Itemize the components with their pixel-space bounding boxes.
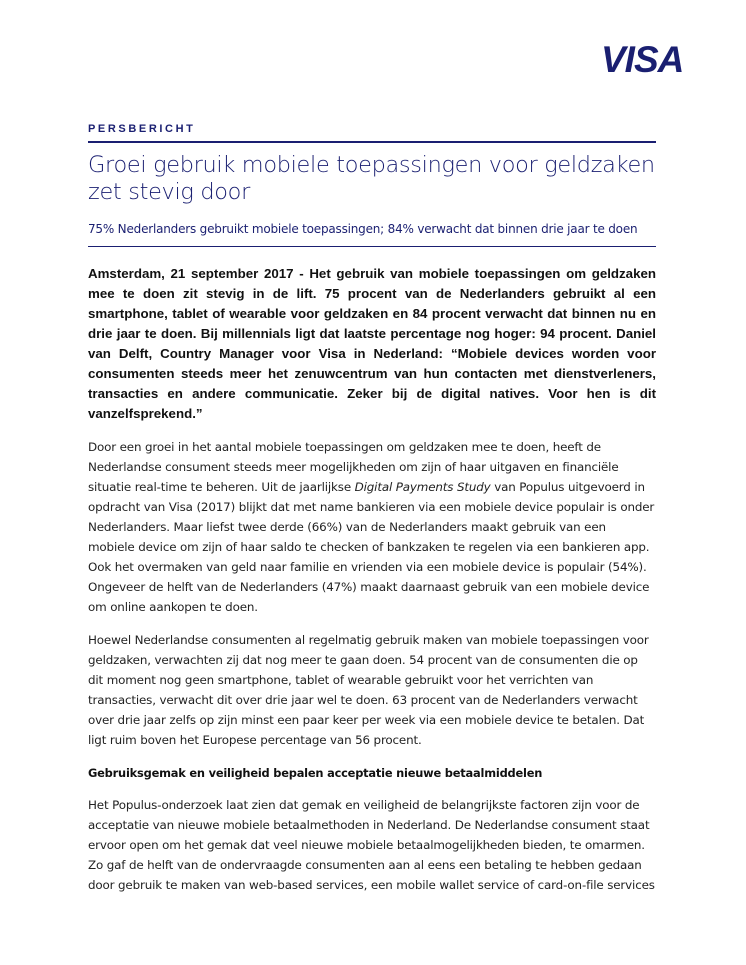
press-release — [88, 119, 656, 895]
page-subtitle: 75% Nederlanders gebruikt mobiele toepassingen; 84% verwacht dat binnen drie jaar te doen — [88, 221, 638, 236]
subtitle-divider — [88, 246, 656, 247]
document-label: PERSBERICHT — [88, 123, 196, 135]
header-divider — [88, 141, 656, 143]
paragraph-text: van Populus uitgevoerd in opdracht van Visa (2017) blijkt dat met name bankieren via een mobiele device populair is onder Nederlanders. Maar liefst twee derde (66%) van de Nederlanders maakt gebruik van een mobiele device om zijn of haar saldo te checken of bankzaken te regelen via een bankieren app. Ook het overmaken van geld naar familie en vrienden via een mobiele device is populair (54%). Ongeveer de helft van de Nederlanders (47%) maakt daarnaast gebruik van een mobiele device om online aankopen te doen. — [88, 479, 655, 614]
study-name: Digital Payments Study — [354, 479, 491, 494]
visa-logo: VISA — [601, 39, 684, 80]
body-paragraph-3: Het Populus-onderzoek laat zien dat gemak en veiligheid de belangrijkste factoren zijn voor de acceptatie van nieuwe mobiele betaalmethoden in Nederland. De Nederlandse consument staat ervoor open om het gemak dat veel nieuwe mobiele betaalmogelijkheden bieden, te omarmen. Zo gaf de helft van de ondervraagde consumenten aan al eens een betaling te hebben gedaan door gebruik te maken van web-based services, een mobile wallet service of card-on-file services — [88, 797, 655, 892]
body-paragraph-1 — [88, 437, 656, 617]
page-title: Groei gebruik mobiele toepassingen voor geldzaken zet stevig door — [88, 151, 655, 205]
paragraph-text: Door een groei in het aantal mobiele toepassingen om geldzaken mee te doen, heeft de Nederlandse consument steeds meer mogelijkheden om zijn of haar uitgaven en financiële situatie real-time te beheren. Uit de jaarlijkse — [88, 439, 619, 494]
body-paragraph-2: Hoewel Nederlandse consumenten al regelmatig gebruik maken van mobiele toepassingen voor geldzaken, verwachten zij dat nog meer te gaan doen. 54 procent van de consumenten die op dit moment nog geen smartphone, tablet of wearable gebruikt voor het verrichten van transacties, verwacht dit over drie jaar wel te doen. 63 procent van de Nederlanders verwacht over drie jaar zelfs op zijn minst een paar keer per week via een mobiele device te betalen. Dat ligt ruim boven het Europese percentage van 56 procent. — [88, 632, 649, 747]
section-heading: Gebruiksgemak en veiligheid bepalen acceptatie nieuwe betaalmiddelen — [88, 765, 543, 780]
lead-paragraph: Amsterdam, 21 september 2017 - Het gebruik van mobiele toepassingen om geldzaken mee te doen zit stevig in de lift. 75 procent van de Nederlanders gebruikt al een smartphone, tablet of wearable voor geldzaken en 84 procent verwacht dat binnen nu en drie jaar te doen. Bij millennials ligt dat laatste percentage nog hoger: 94 procent. Daniel van Delft, Country Manager voor Visa in Nederland: “Mobiele devices worden voor consumenten steeds meer het zenuwcentrum van hun contacten met dienstverleners, transacties en andere communicatie. Zeker bij de digital natives. Voor hen is dit vanzelfsprekend.” — [88, 265, 656, 421]
